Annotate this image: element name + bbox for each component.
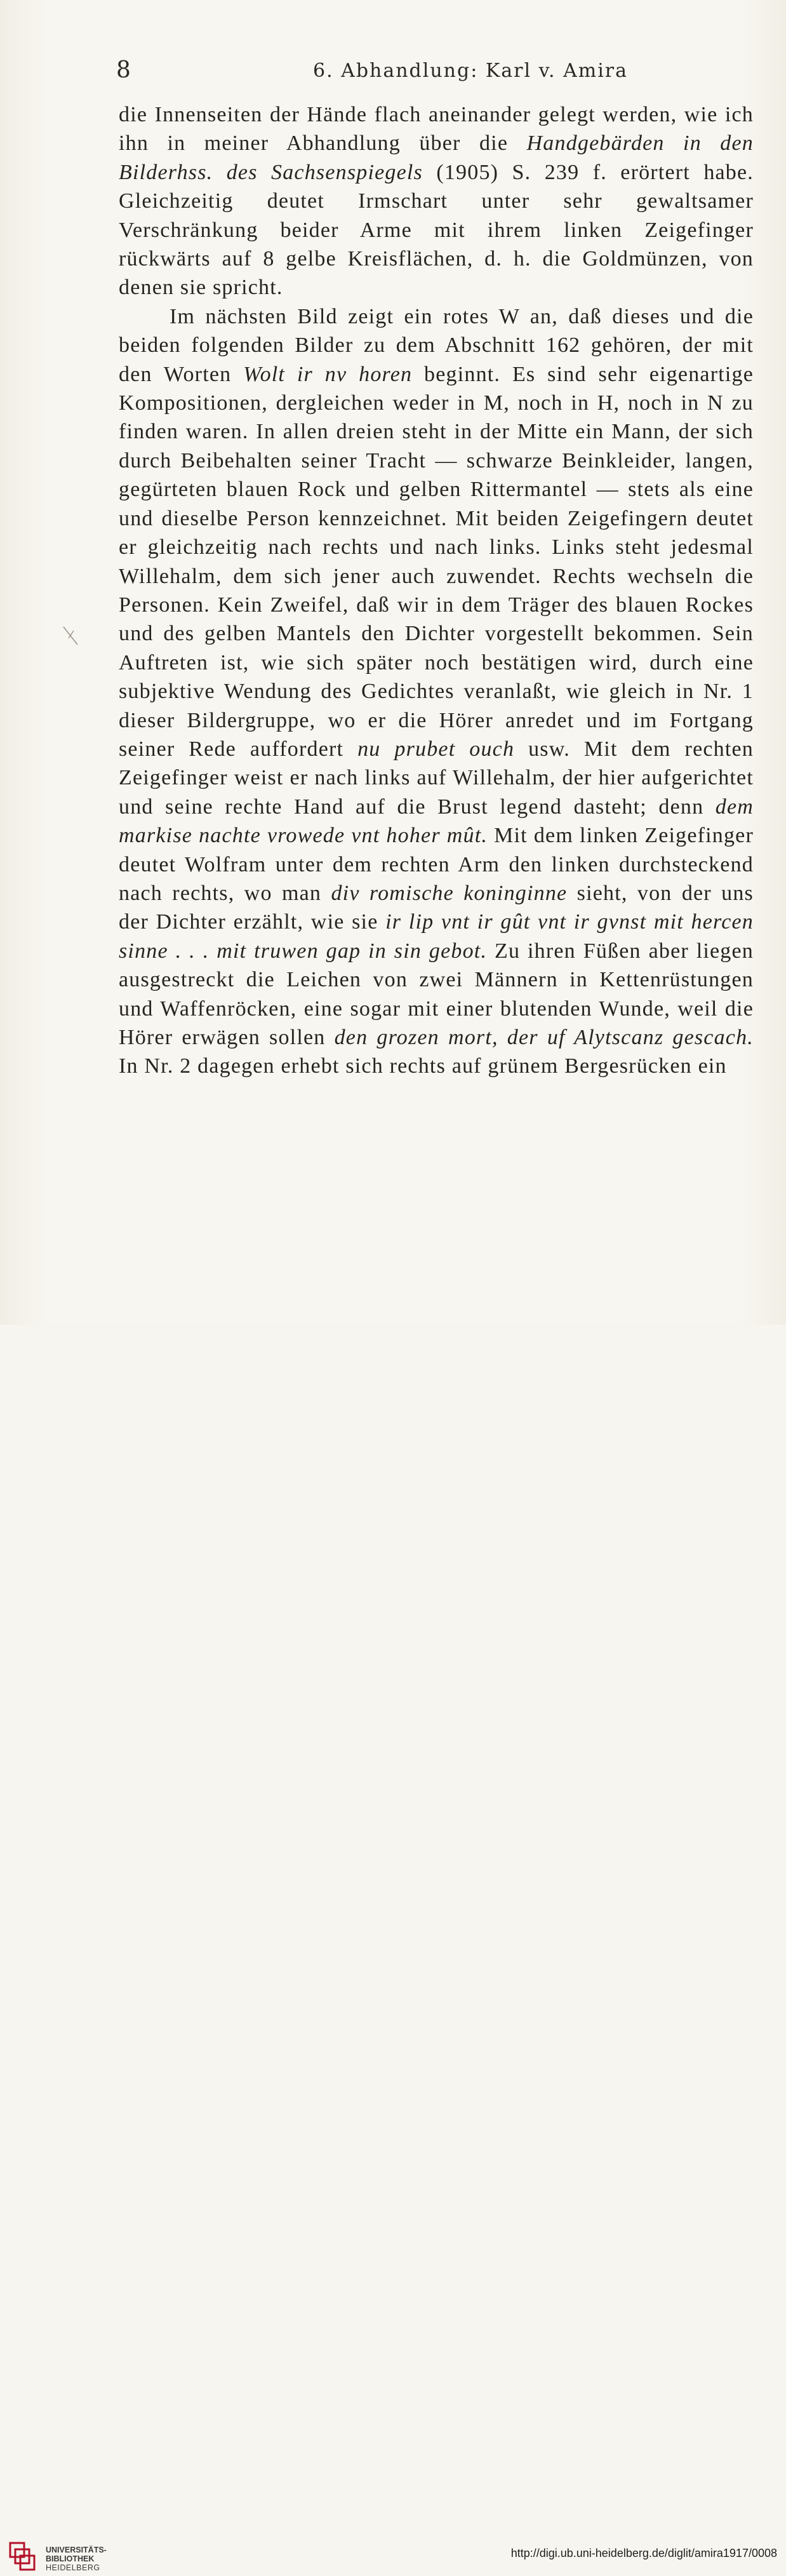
italic-title: Handgebärden in den Bilderhss. des Sachsenspiegels [119, 131, 754, 184]
paragraph-1: die Innenseiten der Hände flach aneinander gelegt werden, wie ich ihn in meiner Abhandlung über die Handgebärden in den Bilderhss. des Sachsenspiegels (1905) S. 239 f. erörtert habe. Gleichzeitig deutet Irmschart unter sehr gewaltsamer Verschränkung beider Arme mit ihrem linken Zeigefinger rückwärts auf 8 gelbe Kreisflächen, d. h. die Goldmünzen, von denen sie spricht. [119, 103, 754, 300]
italic-quote: dem markise nachte vrowede vnt hoher mût. [119, 795, 754, 848]
margin-cross-mark-icon [61, 626, 80, 646]
running-title: 6. Abhandlung: Karl v. Amira [313, 60, 629, 82]
footer [0, 1264, 786, 2572]
italic-quote: div romische koninginne [331, 881, 568, 905]
italic-quote: den grozen mort, der uf Alytscanz gescach. [334, 1026, 754, 1049]
italic-quote: nu prubet ouch [357, 737, 515, 761]
body-text [119, 100, 754, 1081]
paragraph-2: Im nächsten Bild zeigt ein rotes W an, daß dieses und die beiden folgenden Bilder zu dem Abschnitt 162 gehören, der mit den Worten Wolt ir nv horen beginnt. Es sind sehr eigenartige Kompositionen, dergleichen weder in M, noch in H, noch in N zu finden waren. In allen dreien steht in der Mitte ein Mann, der sich durch Beibehalten seiner Tracht — schwarze Beinkleider, langen, gegürteten blauen Rock und gelben Rittermantel — stets als eine und dieselbe Person kennzeichnet. Mit beiden Zeigefingern deutet er gleichzeitig nach rechts und nach links. Links steht jedesmal Willehalm, dem sich jener auch zuwendet. Rechts wechseln die Personen. Kein Zweifel, daß wir in dem Träger des blauen Rockes und des gelben Mantels den Dichter vorgestellt bekommen. Sein Auftreten ist, wie sich später noch bestätigen wird, durch eine subjektive Wendung des Gedichtes veranlaßt, wie gleich in Nr. 1 dieser Bildergruppe, wo er die Hörer anredet und im Fortgang seiner Rede auffordert nu prubet ouch usw. Mit dem rechten Zeigefinger weist er nach links auf Willehalm, der hier aufgerichtet und seine rechte Hand auf die Brust legend dasteht; denn dem markise nachte vrowede vnt hoher mût. Mit dem linken Zeigefinger deutet Wolfram unter dem rechten Arm den linken durchsteckend nach rechts, wo man div romische koninginne sieht, von der uns der Dichter erzählt, wie sie ir lip vnt ir gût vnt ir gvnst mit hercen sinne . . . mit truwen gap in sin gebot. Zu ihren Füßen aber liegen ausgestreckt die Leichen von zwei Männern in Kettenrüstungen und Waffenröcken, eine sogar mit einer blutenden Wunde, weil die Hörer erwägen sollen den grozen mort, der uf Alytscanz gescach. In Nr. 2 dagegen erhebt sich rechts auf grünem Bergesrücken ein [119, 304, 754, 1078]
running-header [116, 57, 754, 89]
library-name[interactable]: UNIVERSITÄTS- BIBLIOTHEK HEIDELBERG [46, 2546, 107, 2572]
italic-quote: ir lip vnt ir gût vnt ir gvnst mit hercen sinne . . . mit truwen gap in sin gebot. [119, 910, 754, 963]
source-url-link[interactable]: http://digi.ub.uni-heidelberg.de/diglit/amira1917/0008 [510, 2547, 777, 2559]
page-number: 8 [116, 57, 132, 83]
ub-heidelberg-logo-icon[interactable] [9, 2540, 37, 2573]
italic-quote: Wolt ir nv horen [243, 362, 413, 386]
